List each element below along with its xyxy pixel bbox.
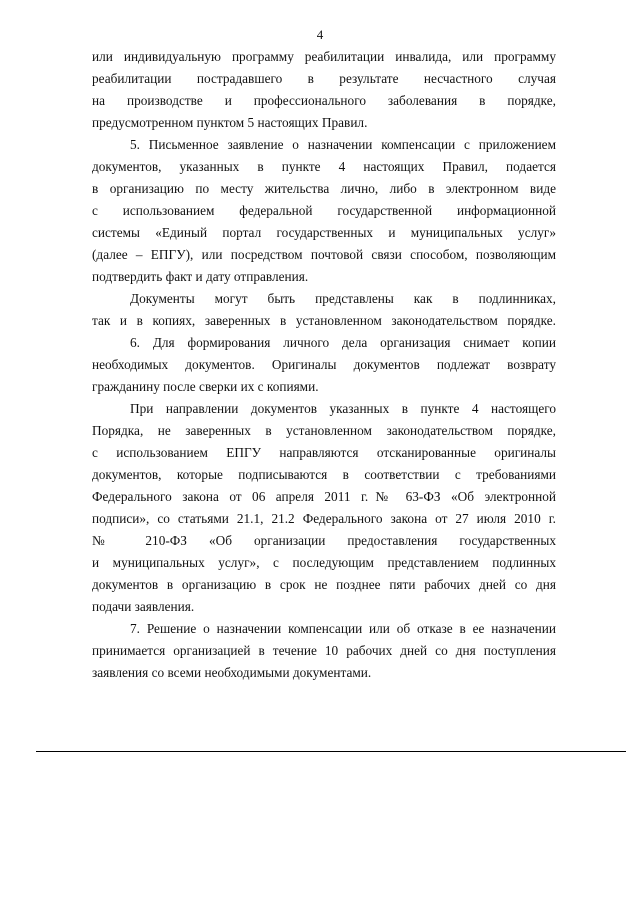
text-line: Документы могут быть представлены как в подлинниках, [130, 291, 556, 306]
text-line: подтвердить факт и дату отправления. [92, 269, 309, 284]
page-number: 4 [316, 27, 324, 42]
text-line: с использованием федеральной государственной информационной [92, 203, 556, 218]
horizontal-rule [36, 751, 626, 752]
text-line: с использованием ЕПГУ направляются отсканированные оригиналы [92, 445, 556, 460]
text-line: документов, указанных в пункте 4 настоящих Правил, подается [92, 159, 556, 174]
text-line: реабилитации пострадавшего в результате несчастного случая [92, 71, 556, 86]
text-line: так и в копиях, заверенных в установленном законодательством порядке. [92, 313, 556, 328]
text-line: и муниципальных услуг», с последующим представлением подлинных [92, 555, 556, 570]
text-line: гражданину после сверки их с копиями. [92, 379, 319, 394]
text-line: 7. Решение о назначении компенсации или об отказе в ее назначении [130, 621, 556, 636]
text-line: 5. Письменное заявление о назначении компенсации с приложением [130, 137, 556, 152]
text-line: подписи», со статьями 21.1, 21.2 Федерального закона от 27 июля 2010 г. [92, 511, 556, 526]
text-line: 6. Для формирования личного дела организация снимает копии [130, 335, 556, 350]
text-line: заявления со всеми необходимыми документами. [92, 665, 372, 680]
text-line: Федерального закона от 06 апреля 2011 г.№ 63-ФЗ «Об электронной [92, 489, 556, 504]
text-line: документов в организацию в срок не позднее пяти рабочих дней со дня [92, 577, 556, 592]
text-line: подачи заявления. [92, 599, 195, 614]
text-line: системы «Единый портал государственных и муниципальных услуг» [92, 225, 556, 240]
text-line: необходимых документов. Оригиналы документов подлежат возврату [92, 357, 556, 372]
text-line: принимается организацией в течение 10 рабочих дней со дня поступления [92, 643, 556, 658]
text-line: Порядка, не заверенных в установленном законодательством порядке, [92, 423, 556, 438]
text-line: предусмотренном пунктом 5 настоящих Правил. [92, 115, 368, 130]
text-line: в организацию по месту жительства лично, либо в электронном виде [92, 181, 556, 196]
text-line: или индивидуальную программу реабилитации инвалида, или программу [92, 49, 556, 64]
text-line: (далее – ЕПГУ), или посредством почтовой связи способом, позволяющим [92, 247, 556, 262]
text-line: № 210-ФЗ «Об организации предоставления государственных [92, 533, 556, 548]
text-line: При направлении документов указанных в пункте 4 настоящего [130, 401, 556, 416]
text-line: документов, которые подписываются в соответствии с требованиями [92, 467, 556, 482]
text-line: на производстве и профессионального заболевания в порядке, [92, 93, 556, 108]
